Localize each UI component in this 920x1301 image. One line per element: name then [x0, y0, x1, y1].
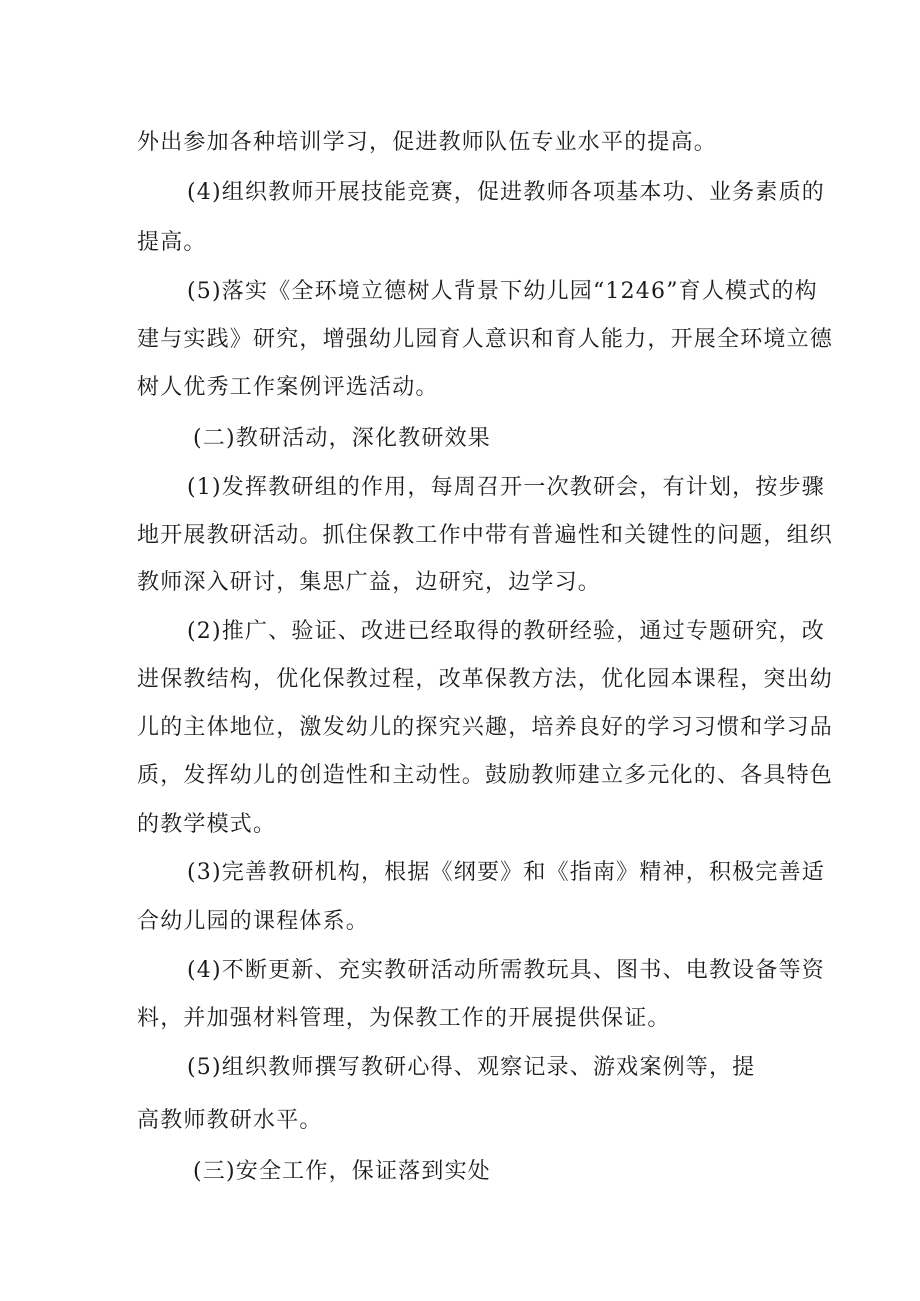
section-heading: (二)教研活动，深化教研效果	[193, 426, 491, 451]
paragraph-line: (5)落实《全环境立德树人背景下幼儿园“1246”育人模式的构	[187, 279, 818, 304]
paragraph-line: (5)组织教师撰写教研心得、观察记录、游戏案例等，提	[187, 1055, 756, 1080]
paragraph-line: 树人优秀工作案例评选活动。	[137, 375, 439, 400]
paragraph-line: (4)不断更新、充实教研活动所需教玩具、图书、电教设备等资	[187, 958, 825, 983]
paragraph-line: 教师深入研讨，集思广益，边研究，边学习。	[137, 570, 602, 595]
paragraph-line: 合幼儿园的课程体系。	[137, 909, 370, 934]
paragraph-line: 建与实践》研究，增强幼儿园育人意识和育人能力，开展全环境立德	[137, 327, 834, 352]
paragraph-line: 料，并加强材料管理，为保教工作的开展提供保证。	[137, 1006, 671, 1031]
paragraph-line: 高教师教研水平。	[137, 1108, 323, 1133]
paragraph-line: 进保教结构，优化保教过程，改革保教方法，优化园本课程，突出幼	[137, 667, 834, 692]
section-heading: (三)安全工作，保证落到实处	[193, 1159, 491, 1184]
paragraph-line: (4)组织教师开展技能竞赛，促进教师各项基本功、业务素质的	[187, 180, 825, 205]
paragraph-line: 提高。	[137, 230, 207, 255]
paragraph-line: 质，发挥幼儿的创造性和主动性。鼓励教师建立多元化的、各具特色	[137, 763, 834, 788]
paragraph-line: 外出参加各种培训学习，促进教师队伍专业水平的提高。	[137, 130, 718, 155]
paragraph-line: (1)发挥教研组的作用，每周召开一次教研会，有计划，按步骤	[187, 475, 825, 500]
paragraph-line: (2)推广、验证、改进已经取得的教研经验，通过专题研究，改	[187, 619, 825, 644]
paragraph-line: (3)完善教研机构，根据《纲要》和《指南》精神，积极完善适	[187, 860, 825, 885]
paragraph-line: 儿的主体地位，激发幼儿的探究兴趣，培养良好的学习习惯和学习品	[137, 715, 834, 740]
paragraph-line: 地开展教研活动。抓住保教工作中带有普遍性和关键性的问题，组织	[137, 523, 834, 548]
paragraph-line: 的教学模式。	[137, 812, 277, 837]
